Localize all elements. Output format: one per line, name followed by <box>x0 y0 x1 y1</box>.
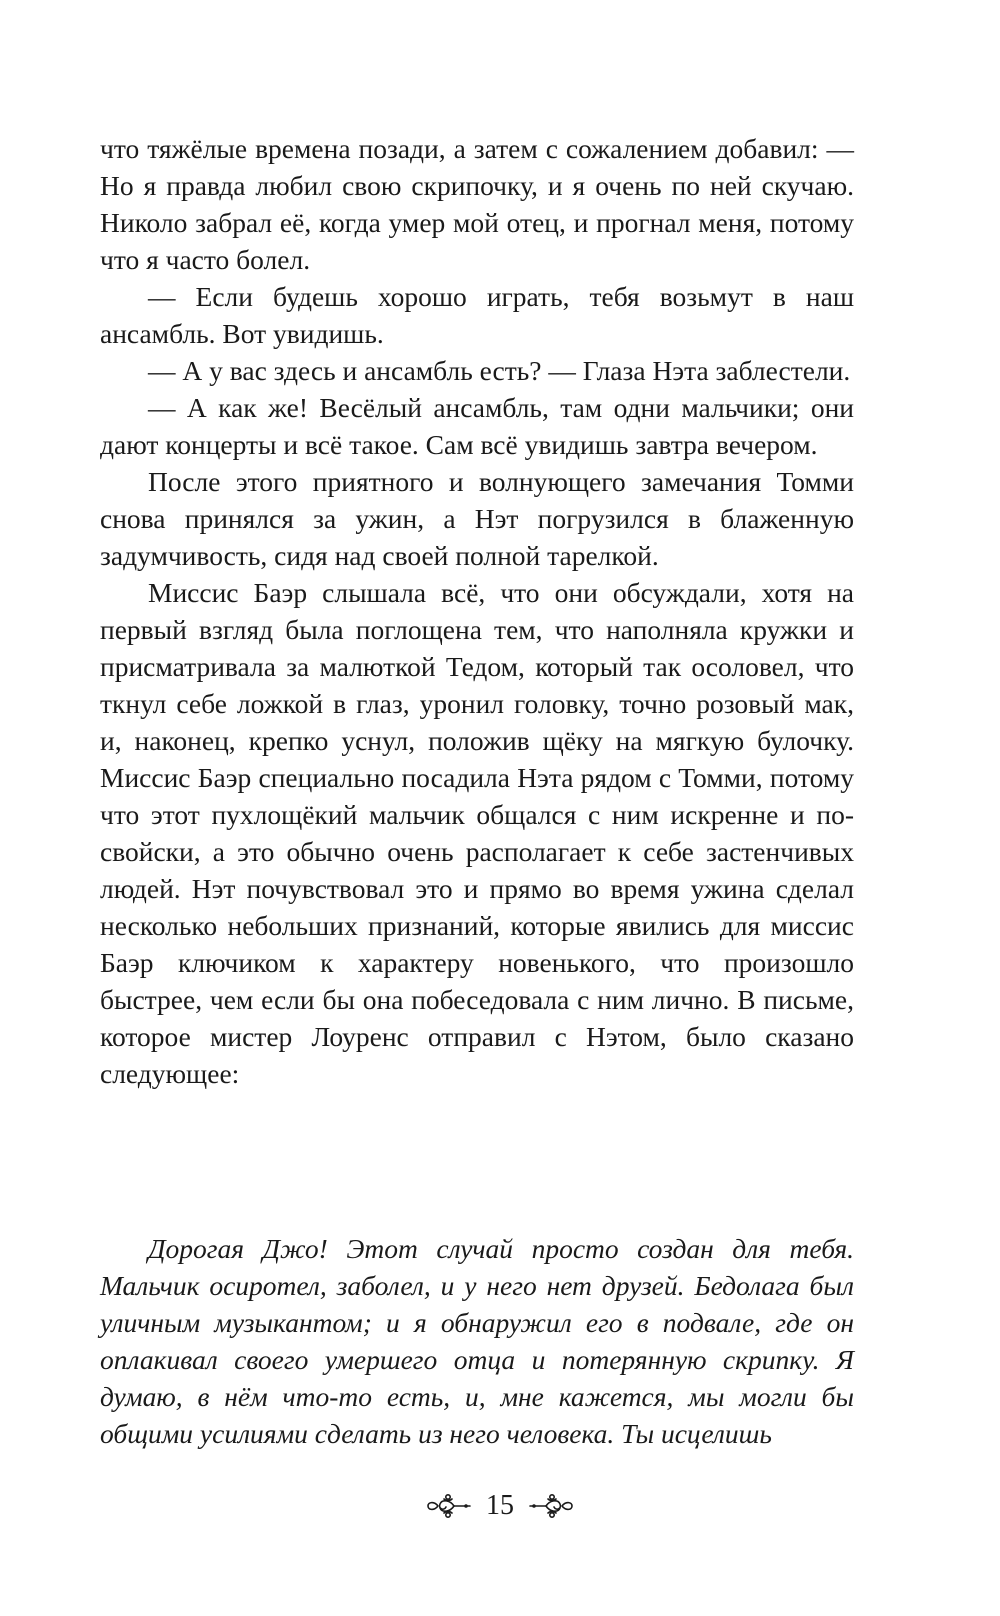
right-ornament-icon <box>528 1491 576 1521</box>
left-ornament-icon <box>424 1491 472 1521</box>
body-text <box>100 130 854 1092</box>
paragraph: — А у вас здесь и ансамбль есть? — Глаза Нэта заблестели. <box>148 355 851 386</box>
paragraph: что тяжёлые времена позади, а затем с сожалением добавил: — Но я правда любил свою скрипочку, и я очень по ней скучаю. Николо забрал её, когда умер мой отец, и прогнал меня, потому что я часто болел. <box>100 133 854 275</box>
paragraph: После этого приятного и волнующего замечания Томми снова принялся за ужин, а Нэт погрузился в блаженную задумчивость, сидя над своей полной тарелкой. <box>100 466 854 571</box>
letter-paragraph: Дорогая Джо! Этот случай просто создан для тебя. Мальчик осиротел, заболел, и у него нет друзей. Бедолага был уличным музыкантом; и я обнаружил его в подвале, где он оплакивал своего умершего отца и потерянную скрипку. Я думаю, в нём что-то есть, и, мне кажется, мы могли бы общими усилиями сделать из него человека. Ты исцелишь <box>100 1233 854 1449</box>
paragraph: Миссис Баэр слышала всё, что они обсуждали, хотя на первый взгляд была поглощена тем, что наполняла кружки и присматривала за малюткой Тедом, который так осоловел, что ткнул себе ложкой в глаз, уронил головку, точно розовый мак, и, наконец, крепко уснул, положив щёку на мягкую булочку. Миссис Баэр специально посадила Нэта рядом с Томми, потому что этот пухлощёкий мальчик общался с ним искренне и по-свойски, а это обычно очень располагает к себе застенчивых людей. Нэт почувствовал это и прямо во время ужина сделал несколько небольших признаний, которые явились для миссис Баэр ключиком к характеру новенького, что произошло быстрее, чем если бы она побеседовала с ним лично. В письме, которое мистер Лоуренс отправил с Нэтом, было сказано следующее: <box>100 577 854 1089</box>
paragraph: — Если будешь хорошо играть, тебя возьмут в наш ансамбль. Вот увидишь. <box>100 281 854 349</box>
paragraph: — А как же! Весёлый ансамбль, там одни мальчики; они дают концерты и всё такое. Сам всё увидишь завтра вечером. <box>100 392 854 460</box>
page-number: 15 <box>486 1490 514 1521</box>
letter-text <box>100 1230 854 1452</box>
page-footer <box>0 1486 1000 1526</box>
